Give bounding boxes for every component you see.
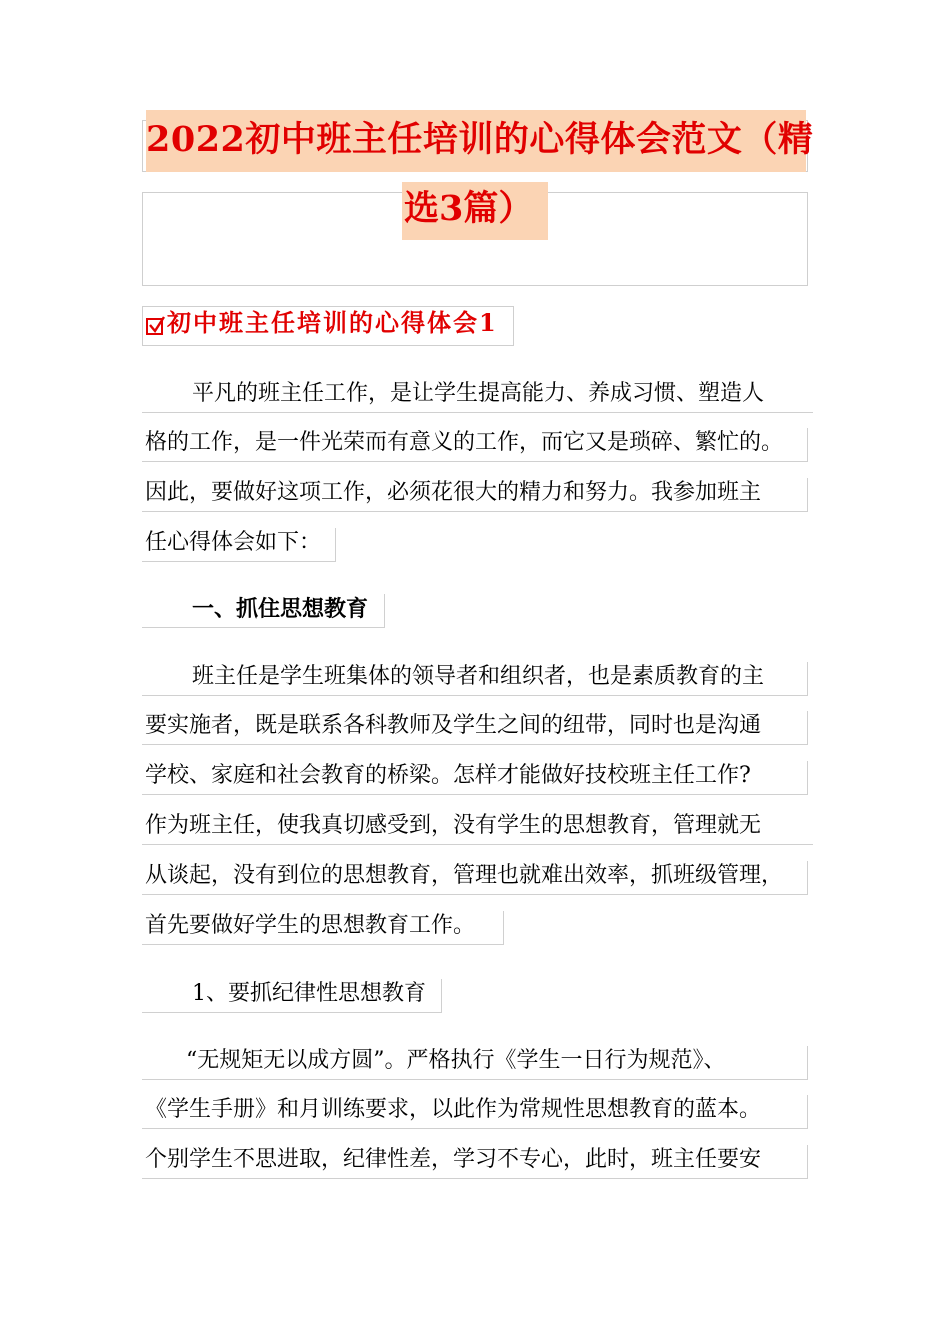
- checkbox-checked-icon: [146, 318, 163, 335]
- paragraph-line: 平凡的班主任工作，是让学生提高能力、养成习惯、塑造人: [142, 379, 813, 413]
- paragraph-line: “无规矩无以成方圆”。严格执行《学生一日行为规范》、: [142, 1046, 808, 1080]
- paragraph-line: 学校、家庭和社会教育的桥梁。怎样才能做好技校班主任工作?: [142, 761, 808, 795]
- paragraph-line: 从谈起，没有到位的思想教育，管理也就难出效率，抓班级管理，: [142, 861, 808, 895]
- paragraph-line: 首先要做好学生的思想教育工作。: [142, 911, 504, 945]
- paragraph-line: 《学生手册》和月训练要求，以此作为常规性思想教育的蓝本。: [142, 1095, 808, 1129]
- document-title-line-2: 选3篇）: [402, 182, 548, 240]
- document-title-line-1: 2022初中班主任培训的心得体会范文（精: [146, 110, 806, 172]
- paragraph-line: 任心得体会如下：: [142, 528, 336, 562]
- paragraph-line: 班主任是学生班集体的领导者和组织者，也是素质教育的主: [142, 662, 808, 696]
- heading-discipline-education: 1、要抓纪律性思想教育: [142, 979, 442, 1013]
- paragraph-line: 作为班主任，使我真切感受到，没有学生的思想教育，管理就无: [142, 811, 813, 845]
- paragraph-line: 格的工作，是一件光荣而有意义的工作，而它又是琐碎、繁忙的。: [142, 428, 808, 462]
- section-heading: 初中班主任培训的心得体会1: [167, 308, 498, 337]
- paragraph-line: 个别学生不思进取，纪律性差，学习不专心，此时，班主任要安: [142, 1145, 808, 1179]
- paragraph-line: 要实施者，既是联系各科教师及学生之间的纽带，同时也是沟通: [142, 711, 808, 745]
- heading-thought-education: 一、抓住思想教育: [142, 594, 385, 628]
- paragraph-line: 因此，要做好这项工作，必须花很大的精力和努力。我参加班主: [142, 478, 808, 512]
